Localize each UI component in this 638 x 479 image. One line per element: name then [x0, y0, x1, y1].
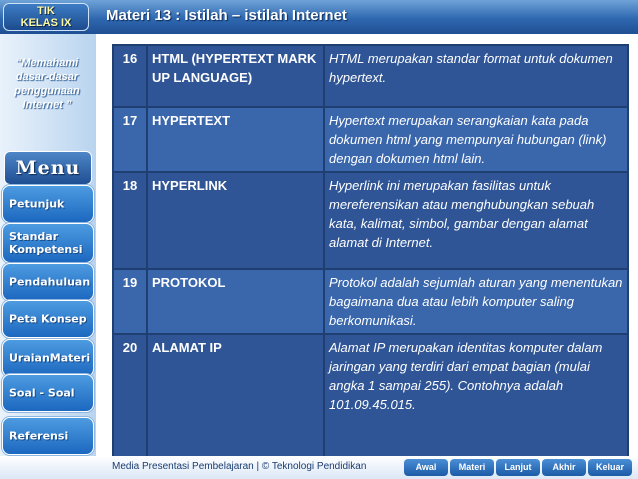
definition-cell: HTML merupakan standar format untuk dokumen hypertext. [324, 45, 628, 107]
definition-cell: Hyperlink ini merupakan fasilitas untuk mereferensikan atau menghubungkan sebuah kata, kalimat, simbol, gambar dengan alamat alamat di Internet. [324, 172, 628, 269]
awal-button[interactable]: Awal [404, 459, 448, 476]
materi-button[interactable]: Materi [450, 459, 494, 476]
row-number: 19 [113, 269, 147, 334]
term-cell: HTML (HYPERTEXT MARK UP LANGUAGE) [147, 45, 324, 107]
terms-table-container [112, 44, 629, 447]
nav-pendahuluan-button[interactable] [2, 263, 94, 301]
term-cell: HYPERTEXT [147, 107, 324, 172]
terms-table [112, 44, 629, 459]
table-row [113, 45, 628, 107]
title-bar [0, 0, 638, 34]
menu-heading: Menu [4, 151, 92, 185]
nav-uraian-materi-button[interactable] [2, 339, 94, 377]
sidebar-quote: “Memahami dasar-dasar penggunaan Internet ” [14, 57, 80, 111]
row-number: 18 [113, 172, 147, 269]
nav-label: Pendahuluan [9, 275, 91, 289]
footer-credit: Media Presentasi Pembelajaran | © Teknologi Pendidikan [112, 461, 367, 472]
definition-cell: Protokol adalah sejumlah aturan yang menentukan bagaimana dua atau lebih komputer saling berkomunikasi. [324, 269, 628, 334]
nav-standar-kompetensi-button[interactable] [2, 223, 94, 263]
term-cell: PROTOKOL [147, 269, 324, 334]
lanjut-button[interactable]: Lanjut [496, 459, 540, 476]
nav-label: UraianMateri [9, 351, 91, 365]
row-number: 20 [113, 334, 147, 458]
sidebar [0, 34, 96, 461]
tik-logo [3, 3, 89, 31]
nav-label: Soal - Soal [9, 386, 75, 400]
definition-cell: Hypertext merupakan serangkaian kata pada dokumen html yang mempunyai hubungan (link) dengan dokumen html lain. [324, 107, 628, 172]
akhir-button[interactable]: Akhir [542, 459, 586, 476]
logo-line-2: KELAS IX [20, 17, 72, 29]
term-cell: HYPERLINK [147, 172, 324, 269]
nav-petunjuk-button[interactable] [2, 185, 94, 223]
definition-cell: Alamat IP merupakan identitas komputer dalam jaringan yang terdiri dari empat bagian (mulai angka 1 sampai 255). Contohnya adalah 101.09.45.015. [324, 334, 628, 458]
nav-label: Petunjuk [9, 197, 65, 211]
footer-bar [0, 456, 638, 479]
table-row [113, 269, 628, 334]
keluar-button[interactable]: Keluar [588, 459, 632, 476]
row-number: 17 [113, 107, 147, 172]
logo-line-1: TIK [37, 5, 55, 17]
nav-label: Peta Konsep [9, 312, 87, 326]
page-title: Materi 13 : Istilah – istilah Internet [106, 7, 347, 24]
table-row [113, 107, 628, 172]
nav-label: Referensi [9, 429, 69, 443]
nav-soal-soal-button[interactable] [2, 374, 94, 412]
row-number: 16 [113, 45, 147, 107]
term-cell: ALAMAT IP [147, 334, 324, 458]
nav-label: Standar Kompetensi [9, 230, 83, 256]
nav-peta-konsep-button[interactable] [2, 300, 94, 338]
table-row [113, 334, 628, 458]
table-row [113, 172, 628, 269]
nav-referensi-button[interactable] [2, 417, 94, 455]
